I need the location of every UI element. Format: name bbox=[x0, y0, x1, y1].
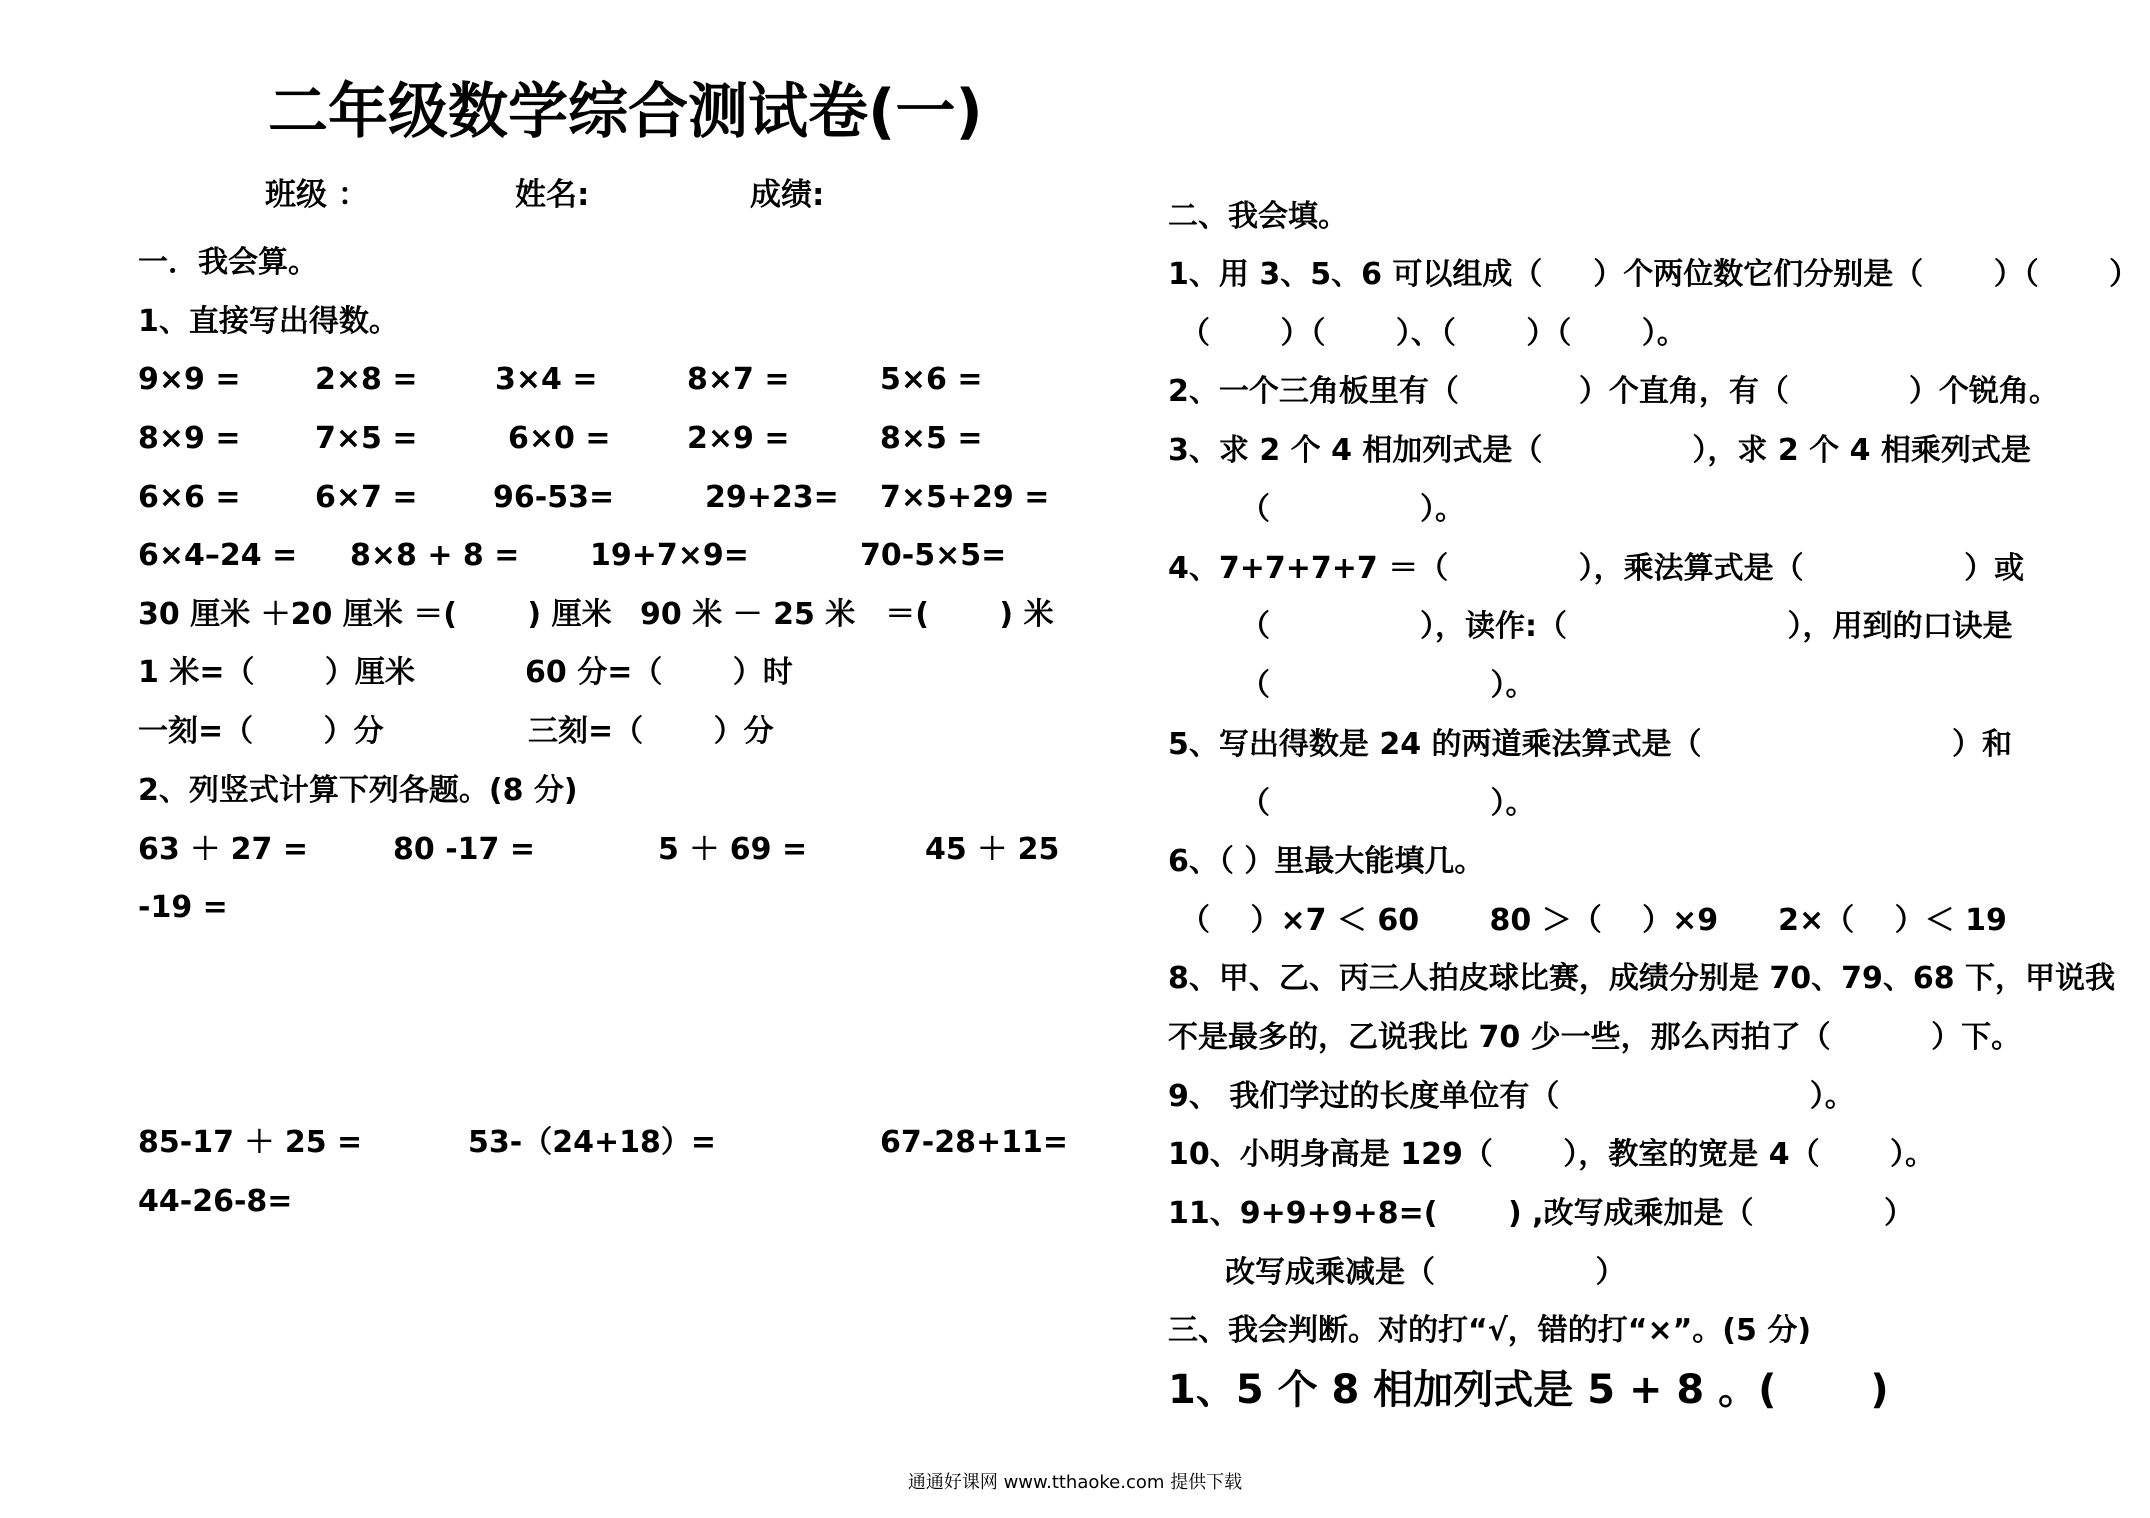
page-title: 二年级数学综合测试卷(一) bbox=[268, 77, 983, 147]
units-2b: 60 分=（ ）时 bbox=[525, 655, 793, 690]
class-label: 班级 ： bbox=[265, 177, 369, 213]
oral-item: 7×5+29 = bbox=[880, 480, 1050, 515]
score-label: 成绩: bbox=[750, 177, 825, 213]
fill-line: 10、小明身高是 129（ ），教室的宽是 4（ ）。 bbox=[1168, 1137, 1936, 1172]
oral-item: 29+23= bbox=[705, 480, 839, 515]
oral-item: 8×8 + 8 = bbox=[350, 538, 520, 573]
fill-line: 3、求 2 个 4 相加列式是（ ），求 2 个 4 相乘列式是 bbox=[1168, 433, 2031, 468]
judge-item-1: 1、5 个 8 相加列式是 5 + 8 。( ) bbox=[1168, 1367, 1889, 1413]
fill-line: （ ）。 bbox=[1240, 786, 1536, 821]
oral-item: 19+7×9= bbox=[590, 538, 749, 573]
units-3a: 一刻=（ ）分 bbox=[138, 714, 384, 749]
vertical-item: 53-（24+18）= bbox=[468, 1125, 716, 1160]
vertical-item: 67-28+11= bbox=[880, 1125, 1068, 1160]
oral-item: 6×7 = bbox=[315, 480, 418, 515]
fill-line: （ ），读作:（ ），用到的口诀是 bbox=[1240, 609, 2013, 644]
oral-item: 2×9 = bbox=[687, 421, 790, 456]
oral-item: 5×6 = bbox=[880, 362, 983, 397]
oral-item: 70-5×5= bbox=[860, 538, 1007, 573]
units-2a: 1 米=（ ）厘米 bbox=[138, 655, 415, 690]
oral-item: 8×7 = bbox=[687, 362, 790, 397]
oral-item: 6×4–24 = bbox=[138, 538, 298, 573]
oral-item: 7×5 = bbox=[315, 421, 418, 456]
fill-line: （ ）。 bbox=[1240, 668, 1536, 703]
oral-item: 6×6 = bbox=[138, 480, 241, 515]
fill-line: 不是最多的，乙说我比 70 少一些，那么丙拍了（ ）下。 bbox=[1168, 1020, 2022, 1055]
vertical-item: -19 = bbox=[138, 890, 228, 925]
units-3b: 三刻=（ ）分 bbox=[528, 714, 774, 749]
section1-title: 一．我会算。 bbox=[138, 245, 318, 280]
q1-title: 1、直接写出得数。 bbox=[138, 304, 399, 339]
vertical-item: 63 ＋ 27 = bbox=[138, 832, 308, 867]
vertical-item: 80 -17 = bbox=[393, 832, 535, 867]
fill-line: 4、7+7+7+7 ＝（ ），乘法算式是（ ）或 bbox=[1168, 551, 2025, 586]
section2-title: 二、我会填。 bbox=[1168, 199, 1348, 234]
fill-line: 改写成乘减是（ ） bbox=[1225, 1255, 1626, 1290]
vertical-item: 45 ＋ 25 bbox=[925, 832, 1060, 867]
oral-item: 8×9 = bbox=[138, 421, 241, 456]
footer-credit: 通通好课网 www.tthaoke.com 提供下载 bbox=[907, 1472, 1243, 1493]
fill-line: 8、甲、乙、丙三人拍皮球比赛，成绩分别是 70、79、68 下，甲说我 bbox=[1168, 961, 2116, 996]
fill-line: 2、一个三角板里有（ ）个直角，有（ ）个锐角。 bbox=[1168, 374, 2059, 409]
fill-line: （ ）。 bbox=[1240, 492, 1465, 527]
oral-item: 3×4 = bbox=[495, 362, 598, 397]
q2-title: 2、列竖式计算下列各题。(8 分) bbox=[138, 773, 578, 808]
section3-title: 三、我会判断。对的打“√，错的打“×”。(5 分) bbox=[1168, 1313, 1812, 1348]
fill-line: 5、写出得数是 24 的两道乘法算式是（ ）和 bbox=[1168, 727, 2012, 762]
fill-line: 9、 我们学过的长度单位有（ ）。 bbox=[1168, 1079, 1855, 1114]
units-1b: 90 米 － 25 米 ＝( ) 米 bbox=[640, 597, 1054, 632]
fill-line: （ ）（ ）、（ ）（ ）。 bbox=[1180, 316, 1687, 351]
fill-line: 11、9+9+9+8=( ) ,改写成乘加是（ ） bbox=[1168, 1196, 1914, 1231]
oral-item: 8×5 = bbox=[880, 421, 983, 456]
fill-line: （ ）×7 ＜ 60 80 ＞（ ）×9 2×（ ）＜ 19 bbox=[1180, 903, 2007, 938]
fill-line: 1、用 3、5、6 可以组成（ ）个两位数它们分别是（ ）（ ） bbox=[1168, 257, 2140, 292]
oral-item: 2×8 = bbox=[315, 362, 418, 397]
oral-item: 6×0 = bbox=[508, 421, 611, 456]
vertical-item: 5 ＋ 69 = bbox=[658, 832, 808, 867]
oral-item: 96-53= bbox=[493, 480, 615, 515]
vertical-item: 44-26-8= bbox=[138, 1184, 293, 1219]
vertical-item: 85-17 ＋ 25 = bbox=[138, 1125, 363, 1160]
fill-line: 6、（ ）里最大能填几。 bbox=[1168, 844, 1485, 879]
units-1a: 30 厘米 ＋20 厘米 ＝( ) 厘米 bbox=[138, 597, 612, 632]
oral-item: 9×9 = bbox=[138, 362, 241, 397]
name-label: 姓名: bbox=[515, 177, 590, 213]
